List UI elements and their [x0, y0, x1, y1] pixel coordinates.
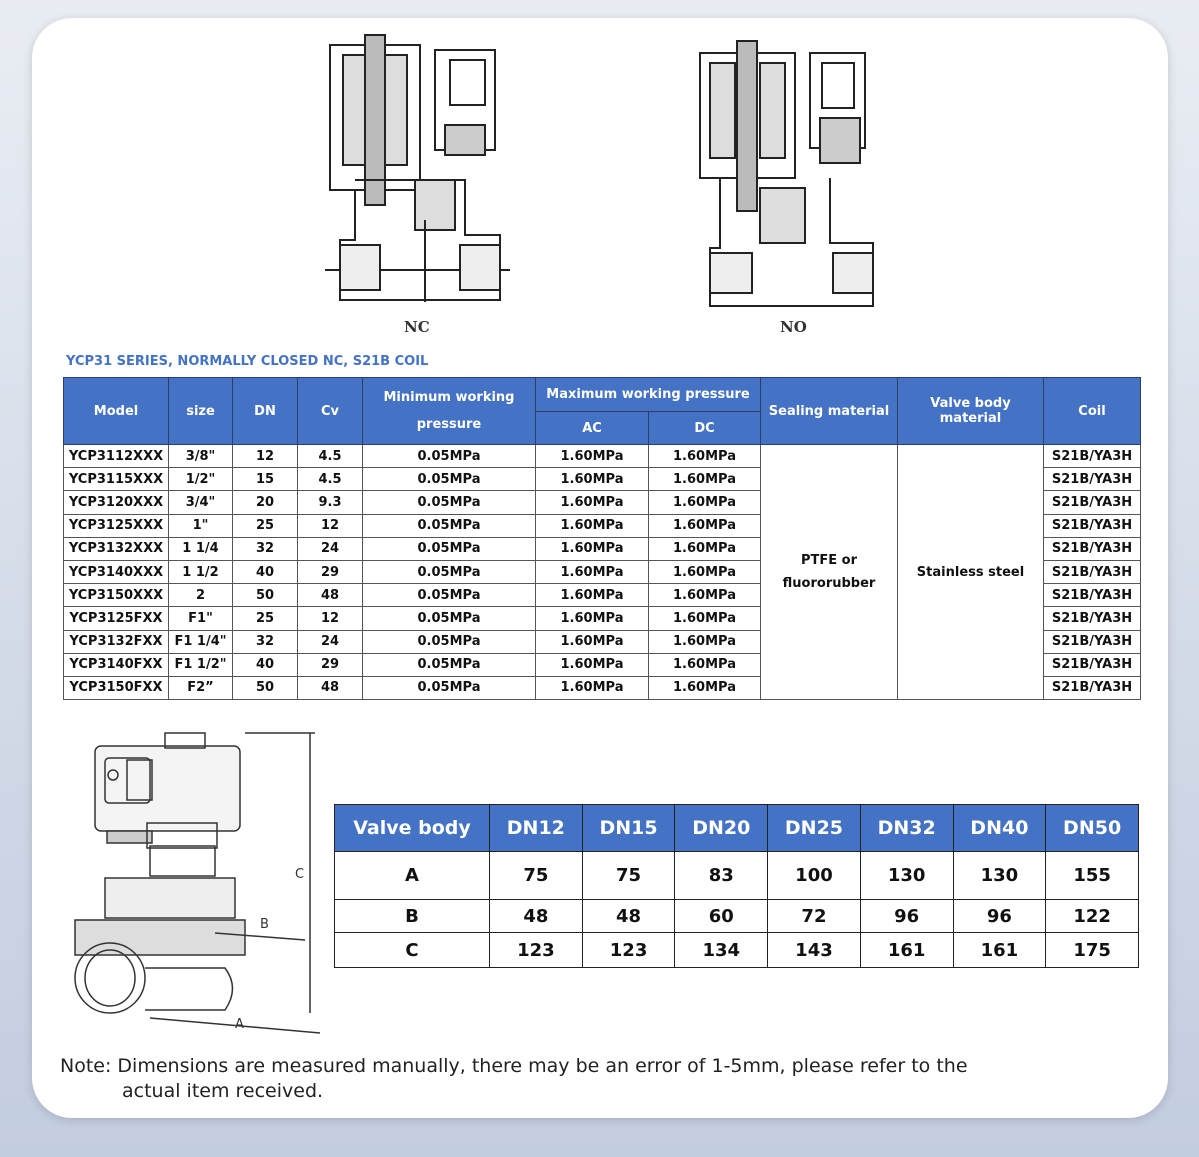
table-cell: 4.5	[298, 445, 363, 468]
table-cell: F1 1/2"	[169, 653, 233, 676]
dim-cell: 60	[675, 900, 768, 933]
dim-cell: 48	[582, 900, 675, 933]
header-min-pressure: Minimum working pressure	[363, 378, 536, 445]
dim-cell: 130	[953, 852, 1046, 900]
dim-cell: 161	[860, 933, 953, 968]
dim-cell: 175	[1046, 933, 1139, 968]
dim-cell: 96	[860, 900, 953, 933]
table-cell: 1.60MPa	[536, 630, 649, 653]
table-cell: 12	[298, 514, 363, 537]
table-cell: 25	[233, 514, 298, 537]
dim-cell: 134	[675, 933, 768, 968]
dim-cell: C	[335, 933, 490, 968]
table-cell: 1.60MPa	[649, 514, 761, 537]
table-cell: YCP3150XXX	[64, 584, 169, 607]
dim-cell: 72	[768, 900, 861, 933]
dim-header: DN20	[675, 805, 768, 852]
coil-cell: S21B/YA3H	[1044, 630, 1141, 653]
nc-valve-cross-section-drawing	[325, 30, 515, 305]
table-cell: 2	[169, 584, 233, 607]
header-dn: DN	[233, 378, 298, 445]
header-max-pressure: Maximum working pressure	[536, 378, 761, 412]
table-cell: 3/4"	[169, 491, 233, 514]
table-cell: 0.05MPa	[363, 514, 536, 537]
coil-cell: S21B/YA3H	[1044, 607, 1141, 630]
table-cell: 0.05MPa	[363, 653, 536, 676]
table-cell: YCP3132XXX	[64, 537, 169, 560]
dim-header: DN12	[490, 805, 583, 852]
dim-cell: 143	[768, 933, 861, 968]
table-cell: 50	[233, 584, 298, 607]
table-cell: 1.60MPa	[536, 468, 649, 491]
dim-header: DN50	[1046, 805, 1139, 852]
table-cell: 48	[298, 584, 363, 607]
table-cell: 25	[233, 607, 298, 630]
dim-cell: 96	[953, 900, 1046, 933]
nc-label: NC	[404, 318, 430, 336]
table-cell: 0.05MPa	[363, 560, 536, 583]
dim-cell: 48	[490, 900, 583, 933]
dimension-a-label: A	[235, 1017, 244, 1032]
coil-cell: S21B/YA3H	[1044, 653, 1141, 676]
table-cell: 12	[233, 445, 298, 468]
table-cell: 3/8"	[169, 445, 233, 468]
table-cell: 1.60MPa	[649, 468, 761, 491]
table-cell: 4.5	[298, 468, 363, 491]
series-title: YCP31 SERIES, NORMALLY CLOSED NC, S21B COIL	[66, 354, 429, 369]
table-cell: 1.60MPa	[649, 445, 761, 468]
dimension-c-label: C	[295, 867, 305, 882]
table-cell: 1.60MPa	[536, 491, 649, 514]
table-cell: 40	[233, 653, 298, 676]
table-cell: 0.05MPa	[363, 607, 536, 630]
header-sealing: Sealing material	[761, 378, 898, 445]
header-cv: Cv	[298, 378, 363, 445]
table-cell: 32	[233, 630, 298, 653]
table-cell: YCP3112XXX	[64, 445, 169, 468]
no-valve-cross-section-drawing	[695, 38, 885, 308]
dim-cell: 83	[675, 852, 768, 900]
dim-header: DN15	[582, 805, 675, 852]
table-cell: 0.05MPa	[363, 584, 536, 607]
table-cell: 1 1/2	[169, 560, 233, 583]
table-cell: 48	[298, 676, 363, 699]
dim-header: Valve body	[335, 805, 490, 852]
table-cell: 24	[298, 537, 363, 560]
header-size: size	[169, 378, 233, 445]
table-cell: 1 1/4	[169, 537, 233, 560]
table-cell: YCP3140XXX	[64, 560, 169, 583]
dim-cell: 155	[1046, 852, 1139, 900]
dim-row	[335, 933, 1139, 968]
dim-cell: 75	[490, 852, 583, 900]
header-body-material: Valve body material	[898, 378, 1044, 445]
table-cell: 1.60MPa	[649, 491, 761, 514]
dim-cell: 100	[768, 852, 861, 900]
table-row	[64, 445, 1141, 468]
table-cell: 1.60MPa	[649, 630, 761, 653]
dim-cell: A	[335, 852, 490, 900]
dim-cell: 130	[860, 852, 953, 900]
table-cell: 0.05MPa	[363, 537, 536, 560]
table-cell: 50	[233, 676, 298, 699]
table-cell: 1.60MPa	[536, 445, 649, 468]
table-cell: 12	[298, 607, 363, 630]
table-cell: F1"	[169, 607, 233, 630]
coil-cell: S21B/YA3H	[1044, 468, 1141, 491]
note-line-2: actual item received.	[122, 1080, 324, 1102]
table-cell: YCP3125FXX	[64, 607, 169, 630]
table-cell: 1.60MPa	[536, 653, 649, 676]
dim-header: DN40	[953, 805, 1046, 852]
table-cell: 40	[233, 560, 298, 583]
table-cell: 0.05MPa	[363, 468, 536, 491]
table-cell: 1.60MPa	[536, 676, 649, 699]
table-cell: 1.60MPa	[536, 584, 649, 607]
table-cell: 1.60MPa	[536, 514, 649, 537]
header-dc: DC	[649, 412, 761, 445]
dim-cell: 122	[1046, 900, 1139, 933]
dim-cell: 75	[582, 852, 675, 900]
coil-cell: S21B/YA3H	[1044, 491, 1141, 514]
dim-cell: 161	[953, 933, 1046, 968]
table-cell: 20	[233, 491, 298, 514]
table-cell: 0.05MPa	[363, 630, 536, 653]
valve-dimension-drawing	[65, 728, 330, 1038]
table-cell: 1.60MPa	[649, 676, 761, 699]
dimension-note	[60, 1054, 1090, 1104]
table-cell: 29	[298, 653, 363, 676]
header-model: Model	[64, 378, 169, 445]
coil-cell: S21B/YA3H	[1044, 537, 1141, 560]
header-coil: Coil	[1044, 378, 1141, 445]
dim-row	[335, 900, 1139, 933]
table-cell: F1 1/4"	[169, 630, 233, 653]
table-cell: 15	[233, 468, 298, 491]
table-cell: 1.60MPa	[536, 607, 649, 630]
coil-cell: S21B/YA3H	[1044, 445, 1141, 468]
table-cell: 1.60MPa	[536, 560, 649, 583]
no-label: NO	[780, 318, 807, 336]
sealing-material-cell: PTFE or fluororubber	[761, 445, 898, 700]
table-cell: 1/2"	[169, 468, 233, 491]
note-line-1: Note: Dimensions are measured manually, there may be an error of 1-5mm, please refer to the	[60, 1055, 968, 1077]
table-cell: 32	[233, 537, 298, 560]
table-cell: 1.60MPa	[649, 584, 761, 607]
table-cell: 24	[298, 630, 363, 653]
table-cell: 29	[298, 560, 363, 583]
table-cell: 1.60MPa	[649, 560, 761, 583]
table-cell: YCP3150FXX	[64, 676, 169, 699]
table-cell: YCP3120XXX	[64, 491, 169, 514]
header-ac: AC	[536, 412, 649, 445]
table-cell: 1"	[169, 514, 233, 537]
coil-cell: S21B/YA3H	[1044, 560, 1141, 583]
table-cell: 1.60MPa	[649, 607, 761, 630]
spec-table	[63, 377, 1141, 700]
table-cell: 0.05MPa	[363, 445, 536, 468]
body-material-cell: Stainless steel	[898, 445, 1044, 700]
table-cell: 9.3	[298, 491, 363, 514]
table-cell: YCP3115XXX	[64, 468, 169, 491]
coil-cell: S21B/YA3H	[1044, 584, 1141, 607]
dimension-table	[334, 804, 1139, 968]
table-cell: F2”	[169, 676, 233, 699]
table-cell: YCP3132FXX	[64, 630, 169, 653]
table-cell: 0.05MPa	[363, 491, 536, 514]
coil-cell: S21B/YA3H	[1044, 514, 1141, 537]
dim-header: DN32	[860, 805, 953, 852]
table-cell: 1.60MPa	[649, 653, 761, 676]
dim-cell: 123	[582, 933, 675, 968]
dim-cell: 123	[490, 933, 583, 968]
table-cell: 1.60MPa	[536, 537, 649, 560]
table-cell: YCP3140FXX	[64, 653, 169, 676]
dim-cell: B	[335, 900, 490, 933]
table-cell: 1.60MPa	[649, 537, 761, 560]
dim-header: DN25	[768, 805, 861, 852]
dimension-b-label: B	[260, 917, 269, 932]
table-cell: YCP3125XXX	[64, 514, 169, 537]
dim-row	[335, 852, 1139, 900]
table-cell: 0.05MPa	[363, 676, 536, 699]
coil-cell: S21B/YA3H	[1044, 676, 1141, 699]
